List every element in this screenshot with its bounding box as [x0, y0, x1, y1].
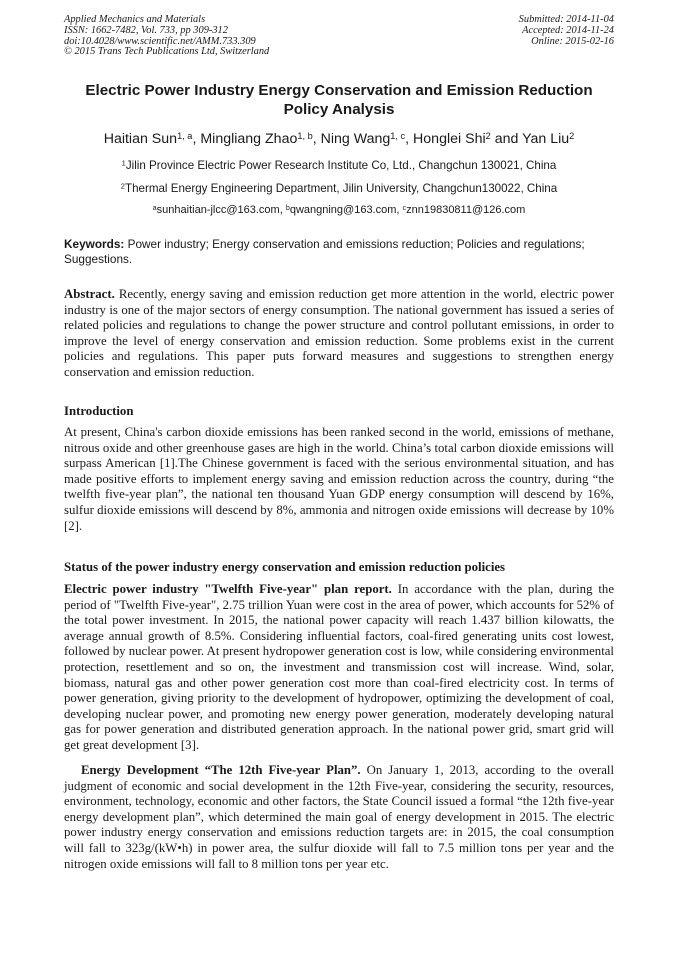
abstract [64, 287, 614, 381]
keywords [64, 237, 614, 268]
abstract-label: Abstract. [64, 287, 115, 301]
author-affiliation-mark: 1, a [177, 130, 193, 141]
email-link[interactable]: znn19830811@126.com [406, 204, 526, 216]
keywords-label: Keywords: [64, 237, 125, 251]
author-list: Haitian Sun$^{1, a}$, Mingliang Zhao$^{1, b}$, Ning Wang$^{1, c}$, Honglei Shi$^2$ and Yan Liu$^2$ [103, 130, 575, 147]
keywords-text: Power industry; Energy conservation and emissions reduction; Policies and regulations; Suggestions. [64, 237, 585, 267]
doi-line: doi:10.4028/www.scientific.net/AMM.733.309 [64, 35, 256, 47]
author-affiliation-mark: 1, b [297, 130, 313, 141]
author-affiliation-mark: 1, c [390, 130, 406, 141]
status-section-heading: Status of the power industry energy conservation and emission reduction policies [64, 560, 506, 574]
author-name: Haitian Sun [103, 131, 178, 147]
author-affiliation-mark: 2 [485, 130, 491, 141]
journal-info [64, 15, 269, 58]
twelfth-five-year-plan-paragraph: Electric power industry "Twelfth Five-year" plan report. In accordance with the plan, during the period of "Twelfth Five-year", 2.75 trillion Yuan were cost in the area of power, which accounts for 52% of the total power investment. In 2015, the national power capacity will reach 1.437 billion kilowatts, the average annual growth of 8.5%. Considering influential factors, coal-fired generating units cost lowest, followed by nuclear power. At present hydropower generation cost is low, while considering environmental protection, resettlement and so on, the investment and transmission cost will increase. Wind, solar, biomass, natural gas and other power generation cost more than coal-fired electricity cost. In terms of power generation, giving priority to the development of hydropower, optimizing the development of coal, developing nuclear power, and promoting new energy power generation, moderately developing natural gas for power generation and distributed generation approach. In the national power grid, smart grid will get great development [3]. [64, 582, 614, 752]
submitted-date: Submitted: 2014-11-04 [518, 14, 614, 25]
author-name: Yan Liu [522, 131, 570, 147]
paragraph-lead: Energy Development “The 12th Five-year Plan”. [81, 763, 361, 777]
email-link[interactable]: qwangning@163.com [289, 204, 397, 216]
introduction-paragraph: At present, China's carbon dioxide emissions has been ranked second in the world, emissions of methane, nitrous oxide and other greenhouse gases are high in the world. China’s total carbon dioxide emissions will surpass American [1].The Chinese government is faced with the serious environmental situation, and has made positive efforts to implement energy saving and emission reduction across the country, during “the twelfth five-year plan”, the national ten thousand Yuan GDP energy consumption will descend by 16%, sulfur dioxide emissions will descend by 8%, ammonia and nitrogen oxide emissions will decrease by 10% [2]. [64, 425, 614, 533]
abstract-text: Recently, energy saving and emission reduction get more attention in the world, electric power industry is one of the major sectors of energy consumption. The national government has issued a series of related policies and regulations to change the power structure and control pollutant emissions, in order to improve the level of energy conservation and emission reduction. Some problems exist in the current policies and regulations. This paper puts forward measures and suggestions to strengthen energy conservation and emission reduction. [64, 287, 614, 379]
author-emails: $^a$sunhaitian-jlcc@163.com, $^b$qwangning@163.com, $^c$znn19830811@126.com [152, 203, 526, 216]
author-name: Mingliang Zhao [200, 131, 298, 147]
accepted-date: Accepted: 2014-11-24 [522, 24, 614, 36]
online-date: Online: 2015-02-16 [531, 35, 614, 47]
paragraph-lead: Electric power industry "Twelfth Five-year" plan report. [64, 582, 392, 596]
introduction-heading: Introduction [64, 404, 134, 418]
journal-name: Applied Mechanics and Materials [64, 14, 206, 25]
author-name: Ning Wang [320, 131, 391, 147]
paper-title: Electric Power Industry Energy Conservation and Emission Reduction Policy Analysis [85, 82, 593, 118]
author-affiliation-mark: 2 [569, 130, 575, 141]
affiliation-2: $^2$Thermal Energy Engineering Department, Jilin University, Changchun130022, China [120, 181, 558, 195]
submission-dates [519, 15, 614, 47]
copyright-line: © 2015 Trans Tech Publications Ltd, Switzerland [64, 46, 270, 58]
energy-development-paragraph: Energy Development “The 12th Five-year Plan”. On January 1, 2013, according to the overall judgment of economic and social development in the 12th Five-year, considering the security, resources, environment, technology, economic and other factors, the State Council issued a formal “the 12th five-year energy development plan”, which determined the main goal of energy development in 2015. The electric power industry energy conservation and emissions reduction targets are: in 2015, the coal consumption will fall to 323g/(kW•h) in power area, the sulfur dioxide will fall to 7.5 million tons per year and the nitrogen oxide emissions will fall to 8 million tons per year etc. [64, 763, 614, 871]
coal-consumption-unit: 323g/(kW•h) [125, 840, 193, 855]
email-link[interactable]: sunhaitian-jlcc@163.com [156, 204, 280, 216]
affiliation-1: $^1$Jilin Province Electric Power Research Institute Co, Ltd., Changchun 130021, China [121, 158, 557, 172]
author-name: Honglei Shi [413, 131, 486, 147]
issn-line: ISSN: 1662-7482, Vol. 733, pp 309-312 [64, 24, 228, 36]
